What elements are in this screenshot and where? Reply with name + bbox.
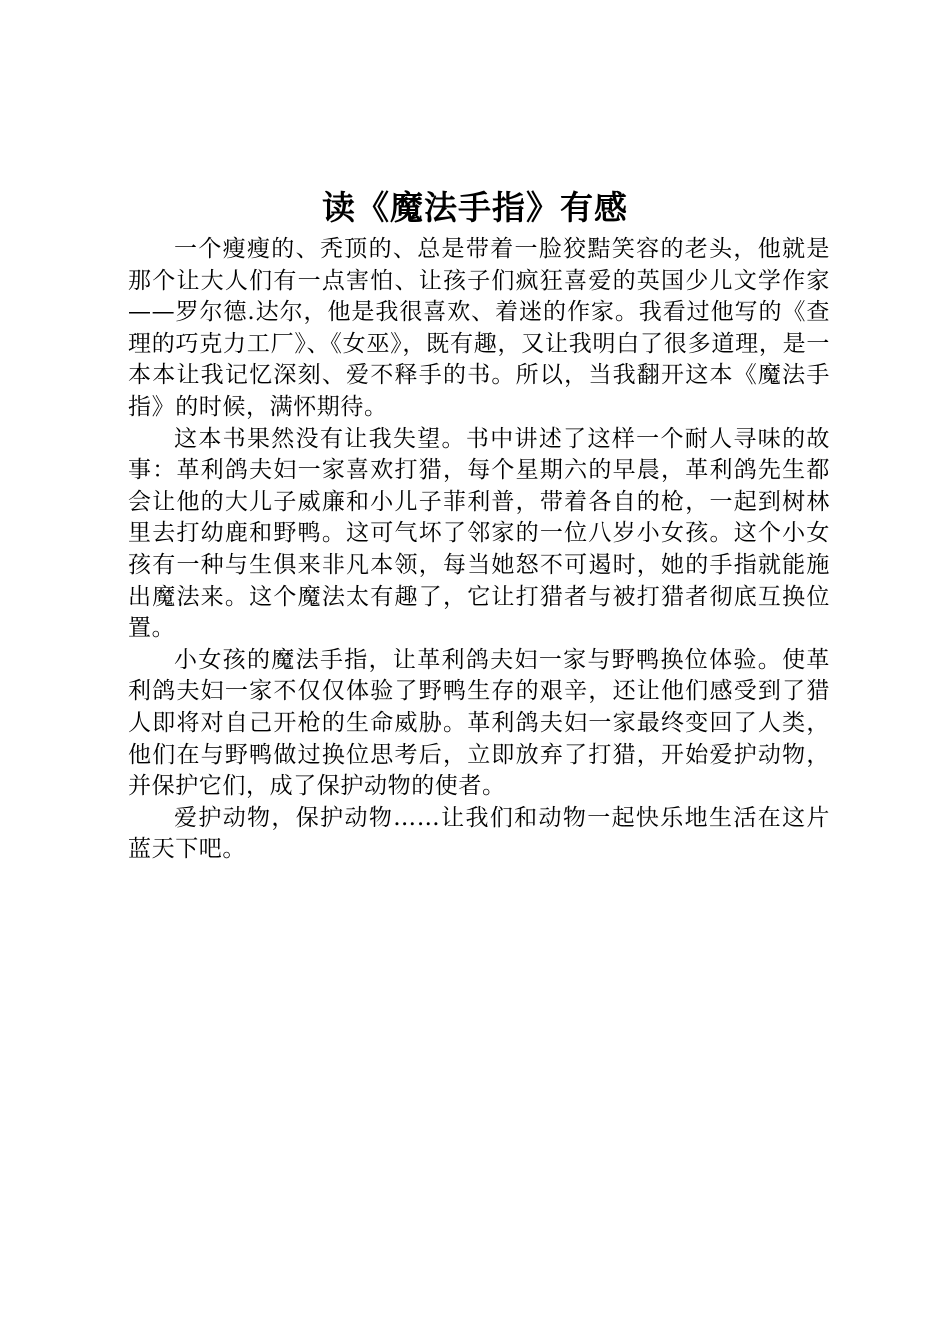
document-title: 读《魔法手指》有感 <box>322 188 628 227</box>
paragraph-1: 一个瘦瘦的、秃顶的、总是带着一脸狡黠笑容的老头，他就是那个让大人们有一点害怕、让孩子们疯狂喜爱的英国少儿文学作家——罗尔德.达尔，他是我很喜欢、着迷的作家。我看过他写的《查理的巧克力工厂》、《女巫》，既有趣，又让我明白了很多道理，是一本本让我记忆深刻、爱不释手的书。所以，当我翻开这本《魔法手指》的时候，满怀期待。 <box>128 236 830 420</box>
paragraph-2: 这本书果然没有让我失望。书中讲述了这样一个耐人寻味的故事：革利鸽夫妇一家喜欢打猎，每个星期六的早晨，革利鸽先生都会让他的大儿子威廉和小儿子菲利普，带着各自的枪，一起到树林里去打幼鹿和野鸭。这可气坏了邻家的一位八岁小女孩。这个小女孩有一种与生俱来非凡本领，每当她怒不可遏时，她的手指就能施出魔法来。这个魔法太有趣了，它让打猎者与被打猎者彻底互换位置。 <box>128 425 830 642</box>
paragraph-3: 小女孩的魔法手指，让革利鸽夫妇一家与野鸭换位体验。使革利鸽夫妇一家不仅仅体验了野鸭生存的艰辛，还让他们感受到了猎人即将对自己开枪的生命威胁。革利鸽夫妇一家最终变回了人类，他们在与野鸭做过换位思考后，立即放弃了打猎，开始爱护动物，并保护它们，成了保护动物的使者。 <box>128 646 830 800</box>
paragraph-4: 爱护动物，保护动物……让我们和动物一起快乐地生活在这片蓝天下吧。 <box>128 804 830 863</box>
document-body <box>128 234 830 866</box>
